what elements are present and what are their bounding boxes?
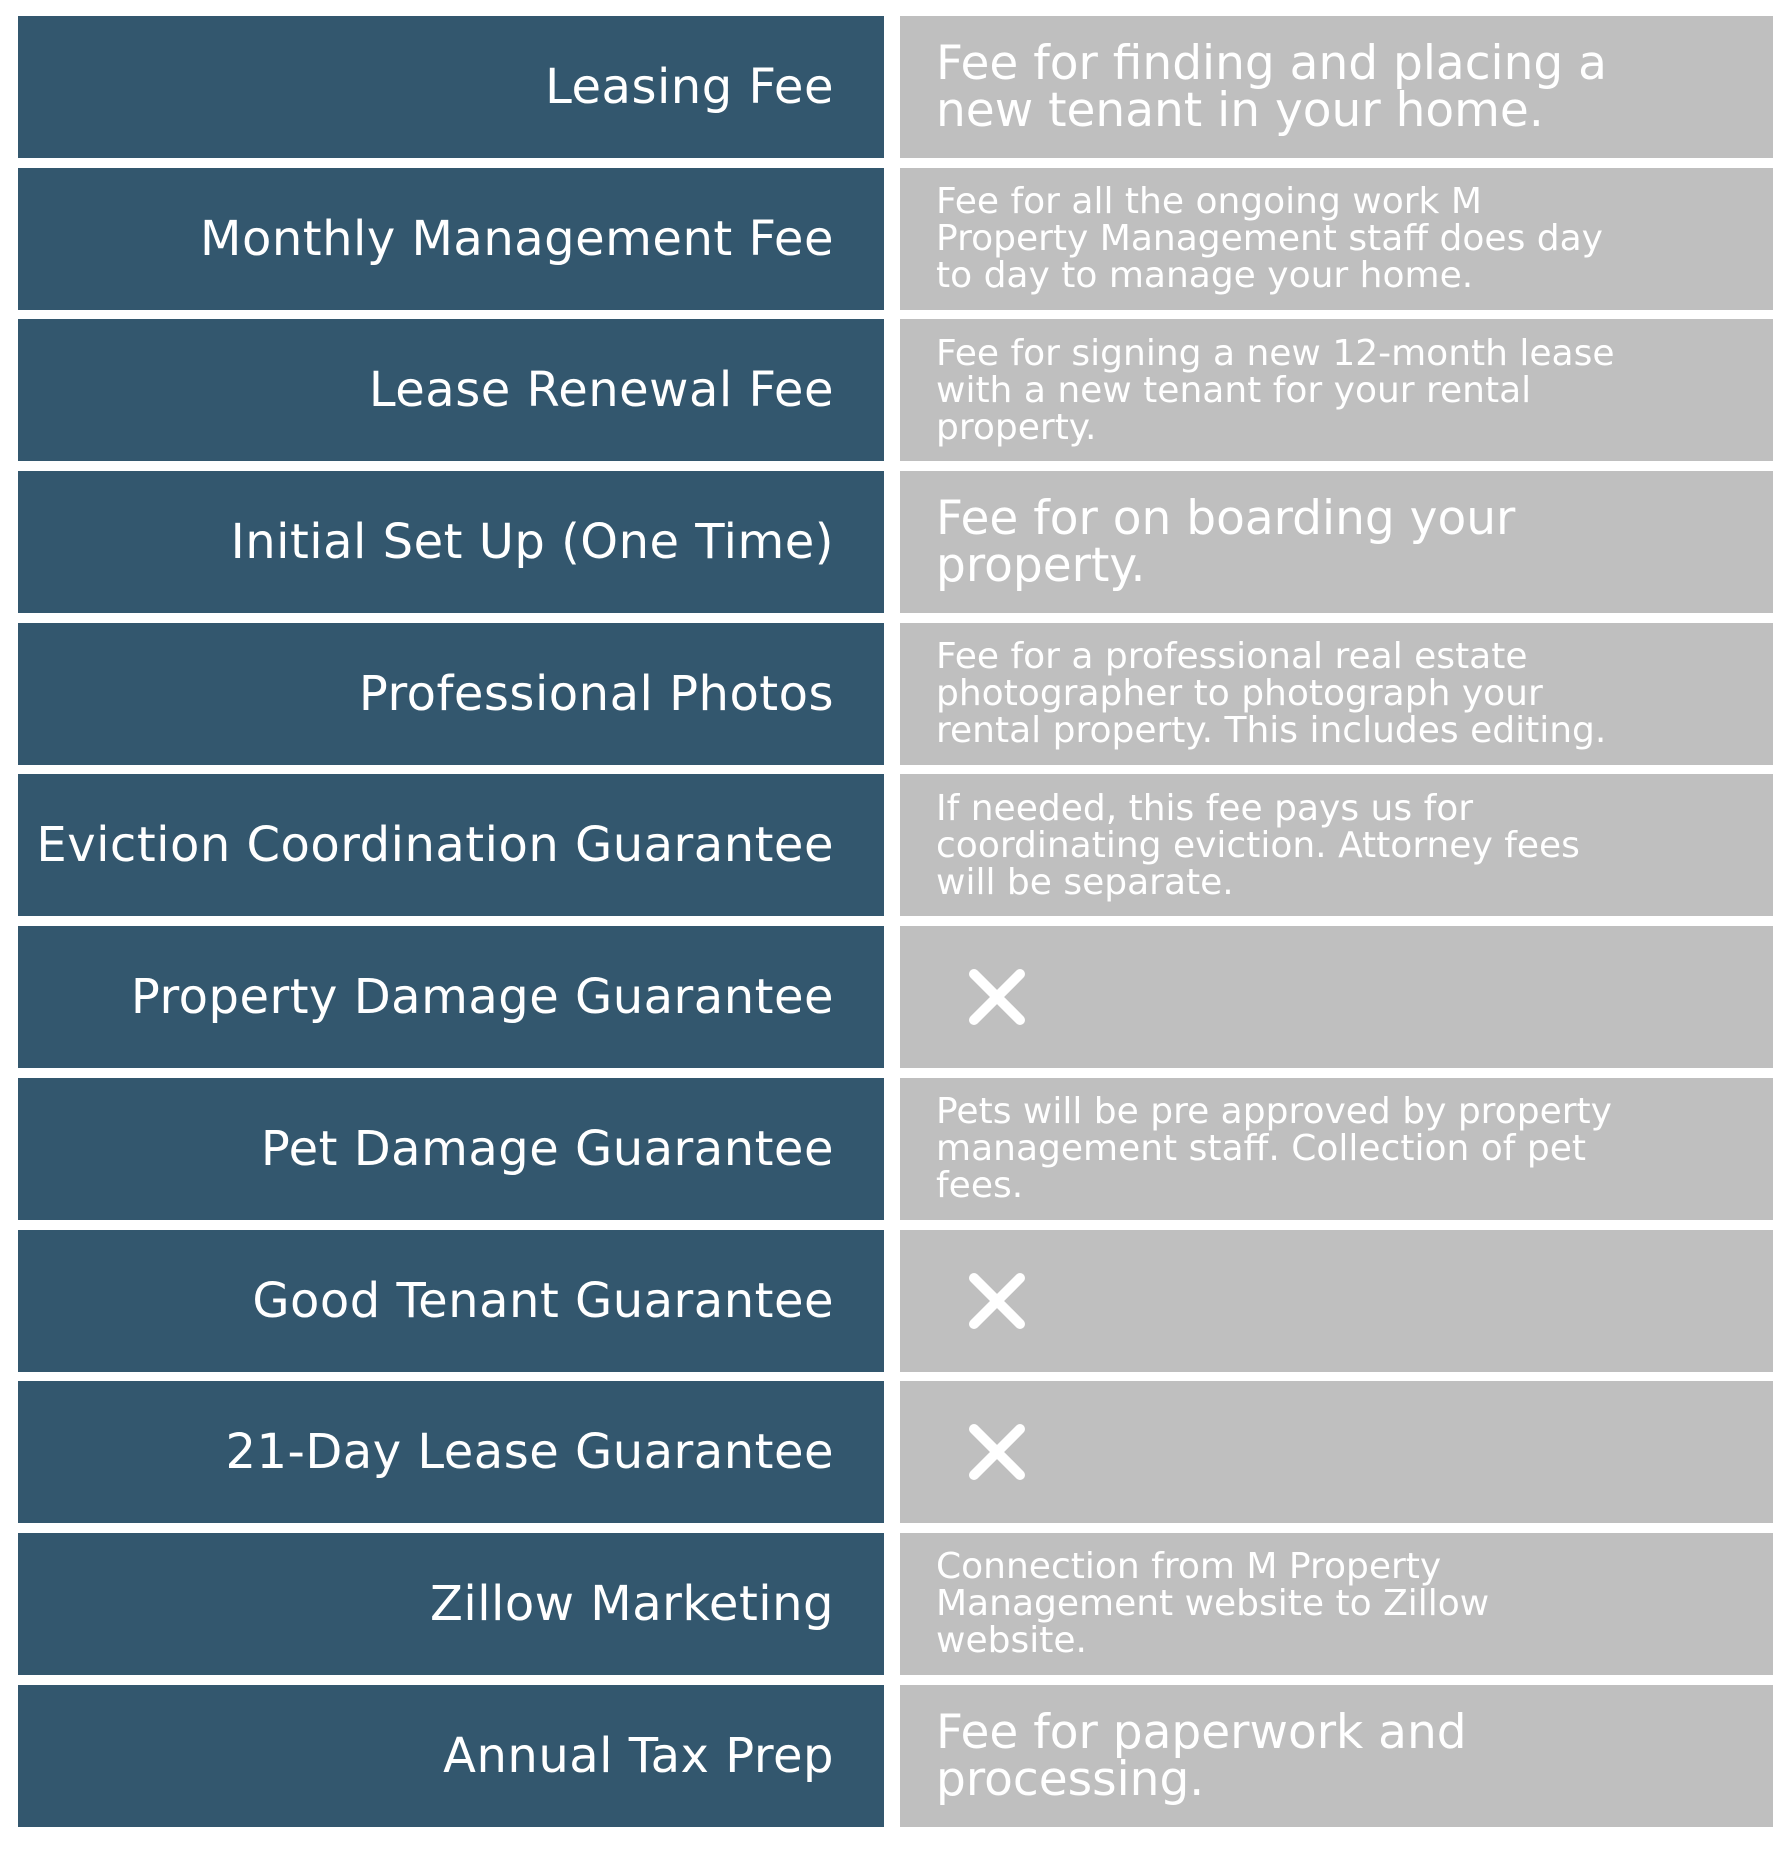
row-description: Fee for on boarding your property. <box>936 491 1516 594</box>
x-mark-icon <box>966 1270 1028 1332</box>
table-row <box>18 1533 1773 1675</box>
row-label-cell <box>18 1078 884 1220</box>
row-description-cell <box>900 471 1773 613</box>
row-description-cell <box>900 774 1773 916</box>
row-description-cell <box>900 1685 1773 1827</box>
row-description: Fee for all the ongoing work M Property Management staff does day to day to manage your home. <box>936 181 1603 297</box>
row-description: Fee for signing a new 12-month lease with a new tenant for your rental property. <box>936 332 1615 448</box>
row-description-cell <box>900 623 1773 765</box>
row-label: Property Damage Guarantee <box>130 969 834 1026</box>
row-label-cell <box>18 1685 884 1827</box>
table-row <box>18 16 1773 158</box>
row-description-cell <box>900 16 1773 158</box>
row-description-cell <box>900 926 1773 1068</box>
row-label: Leasing Fee <box>545 59 834 115</box>
row-label-cell <box>18 774 884 916</box>
row-label: 21-Day Lease Guarantee <box>225 1424 834 1481</box>
row-label: Zillow Marketing <box>430 1575 834 1632</box>
x-mark-icon <box>966 966 1028 1028</box>
row-label-cell <box>18 1533 884 1675</box>
row-label-cell <box>18 623 884 765</box>
row-label-cell <box>18 319 884 461</box>
row-label-cell <box>18 16 884 158</box>
row-label-cell <box>18 926 884 1068</box>
row-description: Connection from M Property Management website to Zillow website. <box>936 1546 1490 1662</box>
table-row <box>18 319 1773 461</box>
row-label-cell <box>18 1230 884 1372</box>
row-description: Fee for paperwork and processing. <box>936 1704 1467 1807</box>
row-description: Pets will be pre approved by property management staff. Collection of pet fees. <box>936 1091 1612 1207</box>
fee-table <box>18 16 1773 1836</box>
table-row <box>18 1685 1773 1827</box>
table-row <box>18 1381 1773 1523</box>
table-row <box>18 926 1773 1068</box>
table-row <box>18 774 1773 916</box>
row-label: Lease Renewal Fee <box>368 362 834 419</box>
row-label: Monthly Management Fee <box>200 210 834 267</box>
row-label: Eviction Coordination Guarantee <box>36 817 834 874</box>
x-mark-icon <box>966 1421 1028 1483</box>
row-description-cell <box>900 1078 1773 1220</box>
table-row <box>18 1078 1773 1220</box>
row-label: Initial Set Up (One Time) <box>230 514 834 571</box>
row-description: Fee for a professional real estate photographer to photograph your rental property. This includes editing. <box>936 636 1607 752</box>
row-label-cell <box>18 168 884 310</box>
row-description: Fee for finding and placing a new tenant in your home. <box>936 36 1607 138</box>
table-row <box>18 471 1773 613</box>
row-description-cell <box>900 1533 1773 1675</box>
row-label: Good Tenant Guarantee <box>252 1272 834 1329</box>
row-description-cell <box>900 319 1773 461</box>
row-description-cell <box>900 1381 1773 1523</box>
table-row <box>18 168 1773 310</box>
row-label: Annual Tax Prep <box>443 1727 834 1784</box>
table-row <box>18 623 1773 765</box>
table-row <box>18 1230 1773 1372</box>
row-label: Professional Photos <box>358 665 834 722</box>
row-description: If needed, this fee pays us for coordinating eviction. Attorney fees will be separate. <box>936 787 1580 903</box>
row-description-cell <box>900 168 1773 310</box>
row-description-cell <box>900 1230 1773 1372</box>
row-label-cell <box>18 471 884 613</box>
row-label: Pet Damage Guarantee <box>260 1120 834 1177</box>
row-label-cell <box>18 1381 884 1523</box>
